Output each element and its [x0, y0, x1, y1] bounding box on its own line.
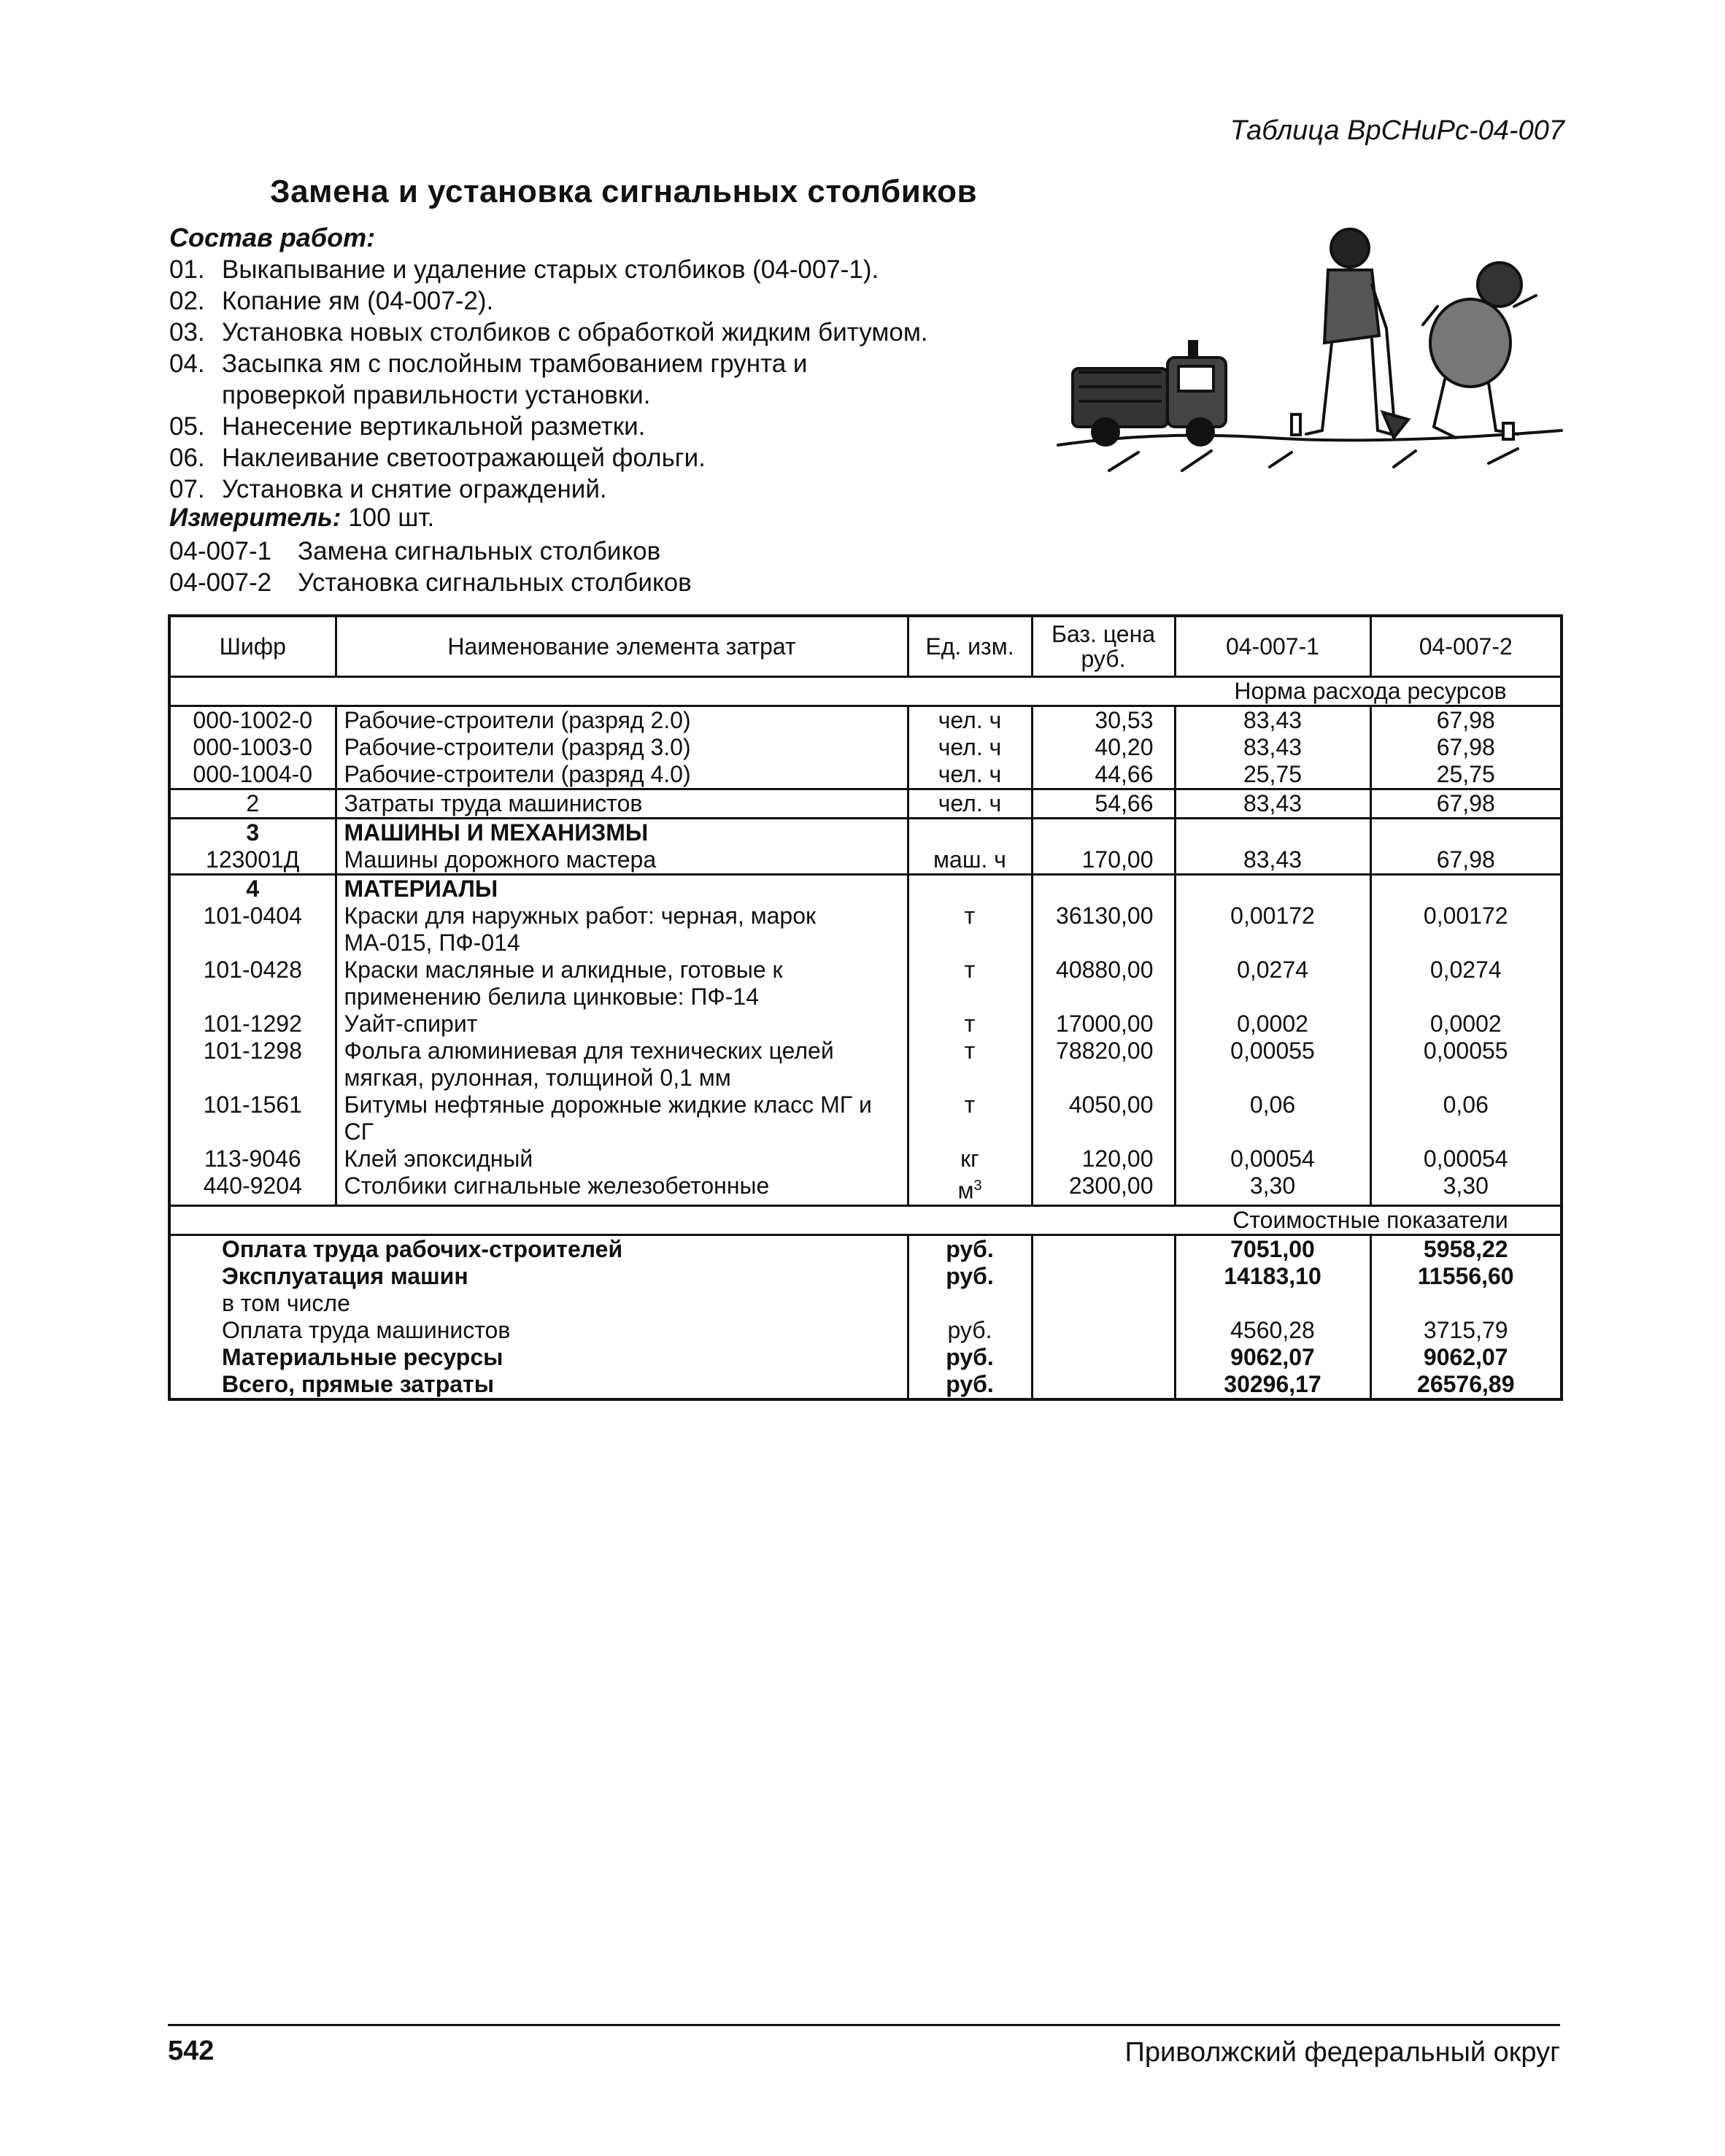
indicator-unit: руб.: [908, 1263, 1032, 1290]
indicator-price: [1032, 1344, 1175, 1371]
crouching-worker-icon: [1423, 263, 1536, 439]
work-item-text: Нанесение вертикальной разметки.: [222, 412, 646, 441]
cell-name: Клей эпоксидный: [336, 1145, 908, 1172]
cell-code: 4: [169, 875, 336, 903]
cell-name: Краски масляные и алкидные, готовые к применению белила цинковые: ПФ-14: [336, 957, 908, 1011]
cell-code: 101-0428: [169, 957, 336, 1011]
table-row: [169, 1011, 1562, 1038]
cell-price: 120,00: [1032, 1145, 1175, 1172]
cell-price: 40,20: [1032, 734, 1175, 761]
indicator-row: [169, 1235, 1562, 1263]
cell-name: Машины дорожного мастера: [336, 846, 908, 875]
work-item: [169, 348, 827, 411]
cell-code: 2: [169, 789, 336, 819]
table-header: [169, 616, 1562, 677]
table-row: [169, 761, 1562, 789]
cell-name: Фольга алюминиевая для технических целей мягкая, рулонная, толщиной 0,1 мм: [336, 1038, 908, 1091]
cell-price: 44,66: [1032, 761, 1175, 789]
cell-unit: чел. ч: [908, 734, 1032, 761]
cell-unit: кг: [908, 1145, 1032, 1172]
work-item-text: Установка и снятие ограждений.: [222, 475, 607, 503]
indicator-row: [169, 1344, 1562, 1371]
cell-price: 54,66: [1032, 789, 1175, 819]
indicator-price: [1032, 1317, 1175, 1344]
page-title: Замена и установка сигнальных столбиков: [270, 174, 978, 209]
work-item-number: 04.: [169, 349, 205, 378]
cell-code: 113-9046: [169, 1145, 336, 1172]
cell-v1: 0,06: [1175, 1091, 1370, 1145]
table-row: [169, 706, 1562, 735]
cell-unit: маш. ч: [908, 846, 1032, 875]
cell-unit-superscript: 3: [973, 1178, 982, 1194]
measure-value: 100 шт.: [348, 503, 435, 532]
cell-code: 123001Д: [169, 846, 336, 875]
cell-v2: 0,00055: [1423, 1038, 1508, 1064]
indicator-row: [169, 1317, 1562, 1344]
indicator-v1: 7051,00: [1175, 1235, 1370, 1263]
indicator-label: Эксплуатация машин: [169, 1263, 908, 1290]
cell-v2: 0,00054: [1423, 1145, 1508, 1172]
header-name: Наименование элемента затрат: [336, 616, 908, 677]
signal-post-icon: [1292, 414, 1300, 435]
indicator-unit: руб.: [908, 1235, 1032, 1263]
indicator-label: Материальные ресурсы: [169, 1344, 908, 1371]
work-composition-list: [169, 254, 1060, 505]
cell-unit: т: [908, 1038, 1032, 1091]
cell-code: 000-1003-0: [169, 734, 336, 761]
cell-v2: 67,98: [1370, 846, 1562, 875]
work-item-number: 02.: [169, 287, 205, 315]
cell-v1: [1175, 819, 1370, 847]
section-cost-label: Стоимостные показатели: [1232, 1206, 1508, 1233]
work-item: [169, 254, 1060, 285]
work-item-text: Засыпка ям с послойным трамбованием грунта и проверкой правильности установки.: [222, 349, 808, 409]
work-item-text: Копание ям (04-007-2).: [222, 287, 494, 315]
code-number: 04-007-2: [169, 568, 272, 597]
cell-v1: 3,30: [1175, 1172, 1370, 1205]
work-composition-header: Состав работ:: [169, 223, 376, 252]
code-item: [169, 536, 692, 567]
indicator-v2: 5958,22: [1423, 1235, 1508, 1262]
indicator-label: Оплата труда рабочих-строителей: [169, 1235, 908, 1263]
table-row: [169, 1172, 1562, 1205]
cell-price: 4050,00: [1032, 1091, 1175, 1145]
cell-v2: 67,98: [1436, 707, 1495, 733]
section-norm: [169, 677, 1562, 706]
indicator-v2: 3715,79: [1423, 1316, 1508, 1343]
cost-table: [168, 614, 1563, 1401]
cell-v1: 25,75: [1175, 761, 1370, 789]
cell-code: 101-1292: [169, 1011, 336, 1038]
indicator-row: [169, 1371, 1562, 1399]
cell-v2: 3,30: [1443, 1172, 1489, 1199]
cell-v1: 83,43: [1175, 846, 1370, 875]
cell-name: Краски для наружных работ: черная, марок МА-015, ПФ-014: [336, 903, 908, 957]
indicator-v2: 11556,60: [1417, 1262, 1514, 1289]
indicator-label: в том числе: [169, 1290, 908, 1317]
work-item-number: 06.: [169, 444, 205, 472]
table-row: [169, 819, 1562, 847]
indicator-v2: 9062,07: [1423, 1343, 1508, 1370]
road-workers-illustration: [1051, 219, 1576, 482]
cell-v1: 0,00172: [1175, 903, 1370, 957]
cell-code: 101-0404: [169, 903, 336, 957]
header-unit: Ед. изм.: [908, 616, 1032, 677]
indicator-v1: 4560,28: [1175, 1317, 1370, 1344]
cell-name: Рабочие-строители (разряд 2.0): [336, 706, 908, 735]
work-item-number: 07.: [169, 475, 205, 503]
worker-icon: [1306, 229, 1408, 438]
cell-v2: [1370, 875, 1562, 903]
indicator-label: Оплата труда машинистов: [169, 1317, 908, 1344]
cell-name: МАТЕРИАЛЫ: [336, 875, 908, 903]
cell-unit: чел. ч: [908, 789, 1032, 819]
work-item-text: Установка новых столбиков с обработкой жидким битумом.: [222, 318, 928, 347]
cell-v1: [1175, 875, 1370, 903]
code-item: [169, 567, 692, 598]
code-name: Замена сигнальных столбиков: [298, 537, 661, 565]
cell-price: 170,00: [1032, 846, 1175, 875]
work-item-number: 03.: [169, 318, 205, 347]
cell-code: 101-1561: [169, 1091, 336, 1145]
cell-code: 000-1002-0: [169, 706, 336, 735]
indicator-unit: руб.: [908, 1317, 1032, 1344]
cell-code: 000-1004-0: [169, 761, 336, 789]
indicator-unit: руб.: [908, 1344, 1032, 1371]
cell-code: 3: [169, 819, 336, 847]
cell-v1: 0,00054: [1175, 1145, 1370, 1172]
code-name: Установка сигнальных столбиков: [298, 568, 692, 597]
cell-v2: 67,98: [1370, 789, 1562, 819]
cell-price: 36130,00: [1032, 903, 1175, 957]
table-header-row: [169, 616, 1562, 677]
cell-price: 40880,00: [1032, 957, 1175, 1011]
cell-unit: чел. ч: [908, 706, 1032, 735]
work-item: [169, 317, 1060, 348]
table-row: [169, 1145, 1562, 1172]
cell-v2: 25,75: [1370, 761, 1562, 789]
cell-name: Рабочие-строители (разряд 4.0): [336, 761, 908, 789]
section-row: [169, 1205, 1562, 1235]
cell-v2: 67,98: [1436, 734, 1495, 760]
indicator-price: [1032, 1371, 1175, 1399]
cell-unit: чел. ч: [908, 761, 1032, 789]
cell-v2: 0,0002: [1429, 1011, 1502, 1037]
table-row: [169, 789, 1562, 819]
cell-price: 17000,00: [1032, 1011, 1175, 1038]
work-item: [169, 411, 1060, 442]
table-row: [169, 903, 1562, 957]
cell-price: 2300,00: [1032, 1172, 1175, 1205]
code-number: 04-007-1: [169, 537, 272, 565]
cell-v2: 0,06: [1443, 1091, 1489, 1118]
cell-v1: 0,00055: [1175, 1038, 1370, 1091]
table-row: [169, 1091, 1562, 1145]
cell-code: 101-1298: [169, 1038, 336, 1091]
indicator-v1: 9062,07: [1175, 1344, 1370, 1371]
header-code: Шифр: [169, 616, 336, 677]
work-item-text: Выкапывание и удаление старых столбиков (04-007-1).: [222, 255, 879, 284]
section-row: [169, 677, 1562, 706]
truck-icon: [1073, 341, 1226, 445]
footer-region: Приволжский федеральный округ: [1124, 2037, 1560, 2068]
cell-code: 440-9204: [169, 1172, 336, 1205]
page-number: 542: [168, 2036, 215, 2066]
cell-unit: т: [908, 1011, 1032, 1038]
ground-hatch: [1109, 449, 1518, 471]
cell-v1: 83,43: [1175, 734, 1370, 761]
cell-price: [1032, 819, 1175, 847]
header-price: Баз. цена руб.: [1032, 616, 1175, 677]
table-row: [169, 875, 1562, 903]
cell-price: 78820,00: [1032, 1038, 1175, 1091]
work-item: [169, 285, 1060, 317]
cell-unit: [908, 1172, 1032, 1205]
cell-name: МАШИНЫ И МЕХАНИЗМЫ: [336, 819, 908, 847]
indicator-row: [169, 1263, 1562, 1290]
indicator-v1: 14183,10: [1175, 1263, 1370, 1290]
table-row: [169, 734, 1562, 761]
work-item: [169, 474, 1060, 505]
indicator-label: Всего, прямые затраты: [169, 1371, 908, 1399]
cell-name: Затраты труда машинистов: [336, 789, 908, 819]
code-list: [169, 536, 692, 598]
cell-v2: [1370, 819, 1562, 847]
indicator-row: [169, 1290, 1562, 1317]
indicator-v2: [1370, 1290, 1562, 1317]
section-cost: [169, 1205, 1562, 1235]
cell-name: Рабочие-строители (разряд 3.0): [336, 734, 908, 761]
indicator-unit: [908, 1290, 1032, 1317]
cell-v2: 0,0274: [1429, 957, 1502, 983]
table-reference: Таблица ВрСНиРс-04-007: [1230, 115, 1564, 146]
cell-v1: 0,0274: [1175, 957, 1370, 1011]
measure-label: Измеритель:: [169, 503, 341, 532]
table-row: [169, 846, 1562, 875]
header-col2: 04-007-2: [1370, 616, 1562, 677]
indicator-price: [1032, 1235, 1175, 1263]
cell-price: [1032, 875, 1175, 903]
cell-unit: т: [908, 1091, 1032, 1145]
table-row: [169, 1038, 1562, 1091]
cell-unit-base: м: [957, 1177, 974, 1204]
indicator-price: [1032, 1290, 1175, 1317]
indicator-v2: 26576,89: [1417, 1370, 1515, 1397]
cell-unit: [908, 819, 1032, 847]
cell-unit: [908, 875, 1032, 903]
table-row: [169, 957, 1562, 1011]
work-item-number: 05.: [169, 412, 205, 441]
indicator-v1: 30296,17: [1175, 1371, 1370, 1399]
cell-unit: т: [908, 957, 1032, 1011]
work-item-text: Наклеивание светоотражающей фольги.: [222, 444, 706, 472]
section-norm-label: Норма расхода ресурсов: [1234, 678, 1507, 704]
indicator-price: [1032, 1263, 1175, 1290]
cell-v1: 0,0002: [1175, 1011, 1370, 1038]
cell-name: Столбики сигнальные железобетонные: [336, 1172, 908, 1205]
work-item-number: 01.: [169, 255, 205, 284]
measure-line: [169, 503, 434, 533]
cell-unit: т: [908, 903, 1032, 957]
work-item: [169, 442, 1060, 474]
cell-price: 30,53: [1032, 706, 1175, 735]
indicator-unit: руб.: [908, 1371, 1032, 1399]
cell-v1: 83,43: [1175, 706, 1370, 735]
indicator-v1: [1175, 1290, 1370, 1317]
footer-divider: [168, 2024, 1560, 2026]
cell-name: Битумы нефтяные дорожные жидкие класс МГ и СГ: [336, 1091, 908, 1145]
header-col1: 04-007-1: [1175, 616, 1370, 677]
cell-v2: 0,00172: [1423, 903, 1508, 929]
table-body: [169, 677, 1562, 1399]
cell-name: Уайт-спирит: [336, 1011, 908, 1038]
cell-v1: 83,43: [1175, 789, 1370, 819]
